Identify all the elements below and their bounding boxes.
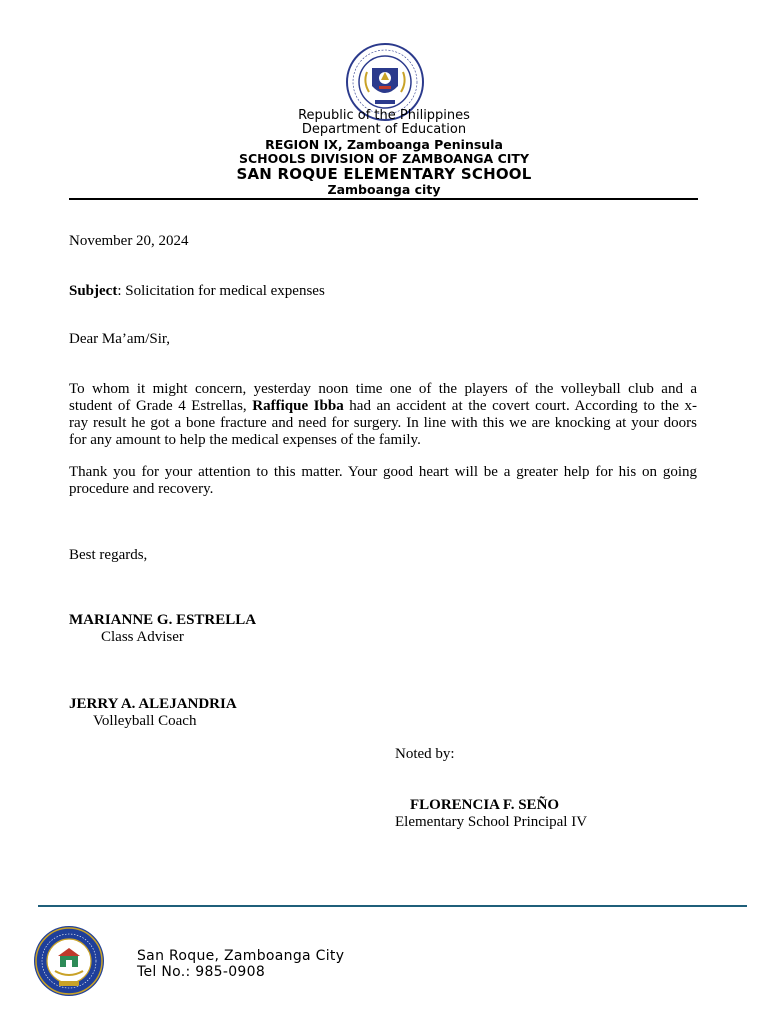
body-paragraph-1	[69, 381, 697, 449]
subject-line	[69, 283, 325, 300]
subject-text: : Solicitation for medical expenses	[117, 283, 325, 299]
letter-date: November 20, 2024	[69, 233, 189, 249]
signatory-3-name: FLORENCIA F. SEÑO	[410, 797, 560, 813]
school-seal-logo	[33, 925, 105, 997]
salutation: Dear Ma’am/Sir,	[69, 331, 171, 347]
p1-line-2-start: student of Grade 4 Estrellas,	[69, 398, 253, 414]
footer-divider	[38, 905, 747, 907]
subject-label: Subject	[69, 283, 118, 299]
signatory-1-name: MARIANNE G. ESTRELLA	[69, 612, 257, 628]
p1-line-2	[69, 398, 697, 415]
signatory-2-title: Volleyball Coach	[93, 713, 197, 729]
p2-line-1: Thank you for your attention to this matter. Your good heart will be a greater help for his on going	[69, 464, 697, 480]
footer-address: San Roque, Zamboanga City	[137, 948, 345, 964]
p1-line-2-end: had an accident at the covert court. According to the x-	[343, 398, 698, 414]
signatory-1-title: Class Adviser	[101, 629, 184, 645]
p1-line-3: ray result he got a bone fracture and need for surgery. In line with this we are knocking at your doors	[69, 415, 697, 431]
school-name: SAN ROQUE ELEMENTARY SCHOOL	[236, 165, 532, 183]
school-city: Zamboanga city	[327, 182, 441, 197]
department-line: Department of Education	[301, 122, 467, 137]
region-line: REGION IX, Zamboanga Peninsula	[265, 137, 503, 152]
noted-by-label: Noted by:	[395, 746, 455, 762]
body-paragraph-2	[69, 464, 697, 498]
p1-line-1: To whom it might concern, yesterday noon time one of the players of the volleyball club and a	[69, 381, 697, 397]
republic-line: Republic of the Philippines	[298, 108, 470, 123]
closing: Best regards,	[69, 547, 148, 563]
p2-line-2: procedure and recovery.	[69, 481, 214, 497]
footer-telephone: Tel No.: 985-0908	[137, 964, 266, 980]
signatory-2-name: JERRY A. ALEJANDRIA	[69, 696, 237, 712]
p1-line-4: for any amount to help the medical expenses of the family.	[69, 432, 421, 448]
division-line: SCHOOLS DIVISION OF ZAMBOANGA CITY	[239, 151, 529, 166]
student-name: Raffique Ibba	[252, 398, 344, 414]
header-divider	[69, 198, 698, 200]
signatory-3-title: Elementary School Principal IV	[395, 814, 588, 830]
